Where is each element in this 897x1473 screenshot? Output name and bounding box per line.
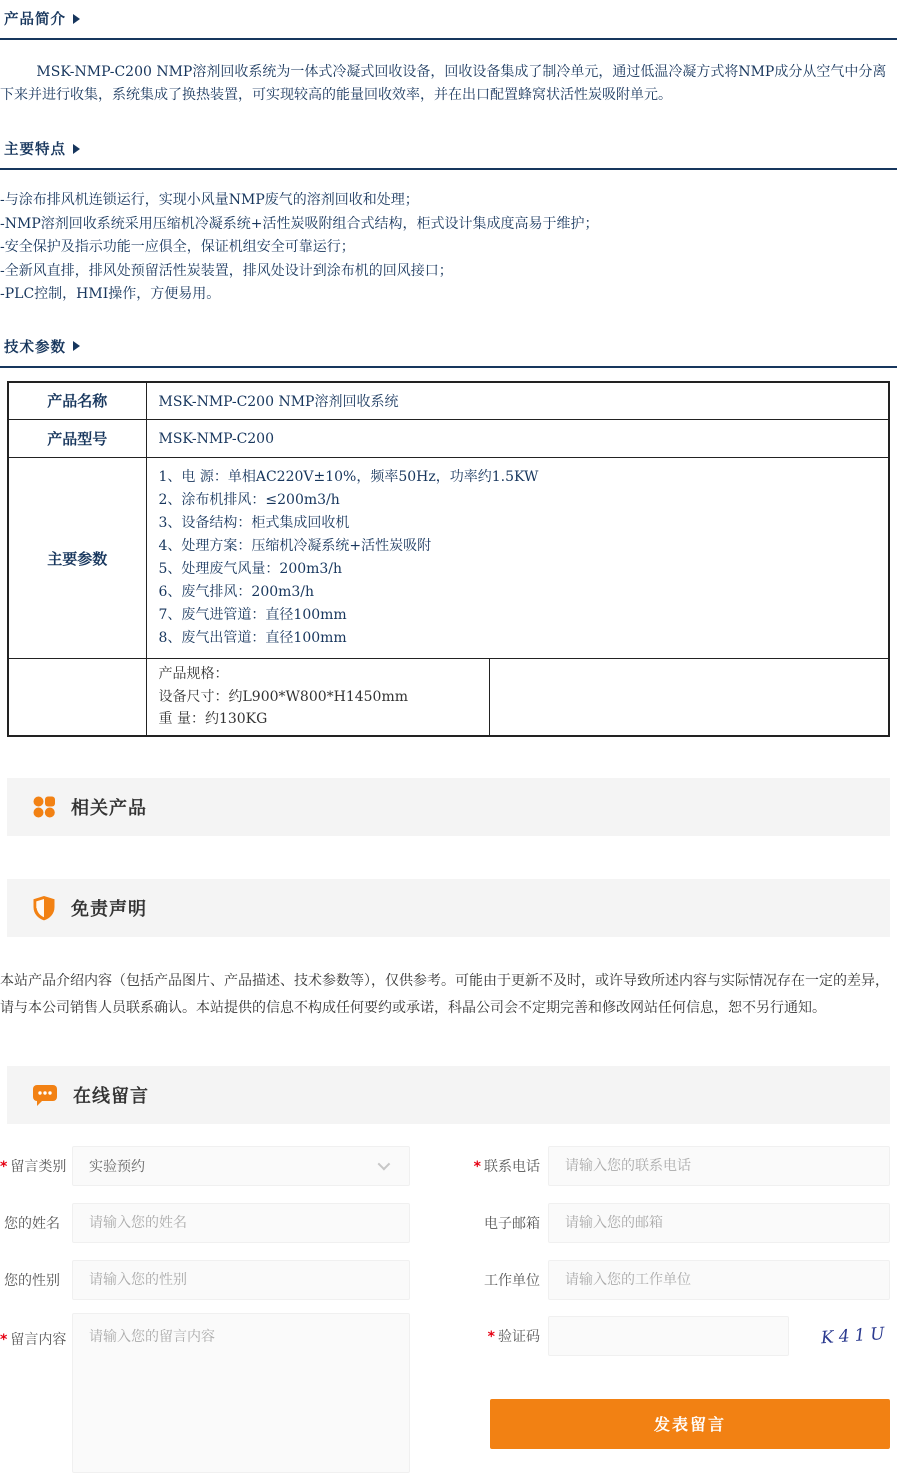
feature-item: -安全保护及指示功能一应俱全，保证机组安全可靠运行； bbox=[0, 239, 355, 255]
phone-input[interactable] bbox=[548, 1146, 890, 1186]
gender-input[interactable] bbox=[72, 1260, 410, 1300]
company-input[interactable] bbox=[548, 1260, 890, 1300]
feature-list bbox=[0, 189, 897, 307]
table-header-product-model: 产品型号 bbox=[8, 420, 146, 458]
specs-table bbox=[7, 381, 890, 737]
chevron-down-icon bbox=[378, 1158, 391, 1171]
spec-line: 设备尺寸：约L900*W800*H1450mm bbox=[158, 688, 409, 705]
captcha-input[interactable] bbox=[548, 1316, 789, 1356]
captcha-image[interactable]: K41U bbox=[820, 1323, 891, 1348]
param-line: 2、涂布机排风：≤200m3/h bbox=[158, 492, 340, 508]
required-asterisk: * bbox=[473, 1158, 481, 1175]
section-title-specs: 技术参数 bbox=[4, 339, 66, 356]
online-message-form bbox=[0, 1146, 897, 1473]
content-label: * 留言内容 bbox=[0, 1331, 67, 1348]
product-intro-paragraph: MSK-NMP-C200 NMP溶剂回收系统为一体式冷凝式回收设备，回收设备集成了制冷单元，通过低温冷凝方式将NMP成分从空气中分离下来并进行收集，系统集成了换热装置，可实现较高的能量回收效率，并在出口配置蜂窝状活性炭吸附单元。 bbox=[0, 64, 887, 103]
submit-message-button[interactable]: 发表留言 bbox=[490, 1399, 890, 1449]
captcha-label: * 验证码 bbox=[487, 1328, 540, 1345]
feature-item: -PLC控制，HMI操作，方便易用。 bbox=[0, 286, 221, 302]
related-products-banner bbox=[7, 778, 890, 836]
section-header-features bbox=[0, 138, 897, 170]
table-row-main-params bbox=[8, 458, 889, 659]
param-line: 3、设备结构：柜式集成回收机 bbox=[158, 515, 350, 531]
captcha-row bbox=[410, 1316, 890, 1356]
section-header-specs bbox=[0, 336, 897, 368]
table-header-main-params: 主要参数 bbox=[8, 458, 146, 659]
form-bottom-row bbox=[0, 1313, 897, 1473]
online-message-title: 在线留言 bbox=[73, 1085, 149, 1107]
section-title-features: 主要特点 bbox=[4, 142, 66, 158]
arrow-right-icon bbox=[73, 341, 80, 351]
param-line: 8、废气出管道：直径100mm bbox=[158, 630, 347, 646]
required-asterisk: * bbox=[0, 1158, 8, 1175]
table-value-product-size bbox=[146, 659, 489, 736]
online-message-banner bbox=[7, 1066, 890, 1124]
table-cell-empty bbox=[489, 659, 889, 736]
table-row-product-name bbox=[8, 382, 889, 420]
param-line: 5、处理废气风量：200m3/h bbox=[158, 561, 343, 577]
disclaimer-paragraph: 本站产品介绍内容（包括产品图片、产品描述、技术参数等），仅供参考。可能由于更新不及时，或许导致所述内容与实际情况存在一定的差异，请与本公司销售人员联系确认。本站提供的信息不构成任何要约或承诺，科晶公司会不定期完善和修改网站任何信息，恕不另行通知。 bbox=[0, 972, 889, 1016]
spec-line: 产品规格： bbox=[158, 666, 229, 682]
name-input[interactable] bbox=[72, 1203, 410, 1243]
four-dots-icon bbox=[32, 795, 56, 819]
email-label: 电子邮箱 bbox=[484, 1215, 540, 1232]
form-row bbox=[0, 1260, 897, 1300]
param-line: 1、电 源：单相AC220V±10%，频率50Hz，功率约1.5KW bbox=[158, 469, 539, 485]
arrow-right-icon bbox=[73, 144, 80, 154]
content-textarea[interactable] bbox=[72, 1313, 410, 1473]
form-row bbox=[0, 1146, 897, 1186]
table-value-product-model: MSK-NMP-C200 bbox=[146, 420, 889, 458]
feature-item: -全新风直排，排风处预留活性炭装置，排风处设计到涂布机的回风接口； bbox=[0, 262, 453, 279]
chat-bubble-icon bbox=[32, 1083, 58, 1107]
gender-label: 您的性别 bbox=[4, 1272, 60, 1289]
disclaimer-title: 免责声明 bbox=[71, 898, 147, 920]
disclaimer-banner bbox=[7, 879, 890, 937]
param-line: 6、废气排风：200m3/h bbox=[158, 584, 315, 600]
email-input[interactable] bbox=[548, 1203, 890, 1243]
param-line: 4、处理方案：压缩机冷凝系统+活性炭吸附 bbox=[158, 538, 432, 554]
phone-label: * 联系电话 bbox=[473, 1158, 540, 1175]
required-asterisk: * bbox=[487, 1328, 495, 1345]
table-value-main-params bbox=[146, 458, 889, 659]
category-select[interactable] bbox=[72, 1146, 410, 1186]
table-cell-empty bbox=[8, 659, 146, 736]
required-asterisk: * bbox=[0, 1331, 8, 1348]
form-row bbox=[0, 1203, 897, 1243]
size-lines bbox=[159, 663, 477, 731]
feature-item: -与涂布排风机连锁运行，实现小风量NMP废气的溶剂回收和处理； bbox=[0, 192, 419, 208]
table-row-product-size bbox=[8, 659, 889, 736]
param-line: 7、废气进管道：直径100mm bbox=[158, 607, 347, 623]
table-row-product-model bbox=[8, 420, 889, 458]
arrow-right-icon bbox=[73, 14, 80, 24]
section-header-product-intro bbox=[0, 8, 897, 40]
product-detail-page bbox=[0, 8, 897, 1434]
shield-icon bbox=[32, 895, 56, 921]
table-header-product-name: 产品名称 bbox=[8, 382, 146, 420]
related-products-title: 相关产品 bbox=[71, 797, 147, 819]
table-value-product-name: MSK-NMP-C200 NMP溶剂回收系统 bbox=[146, 382, 889, 420]
category-label: * 留言类别 bbox=[0, 1158, 67, 1175]
spec-line: 重 量：约130KG bbox=[158, 711, 268, 727]
category-selected-value: 实验预约 bbox=[89, 1158, 145, 1175]
company-label: 工作单位 bbox=[484, 1272, 540, 1289]
name-label: 您的姓名 bbox=[4, 1215, 60, 1232]
section-title-product-intro: 产品简介 bbox=[4, 12, 66, 28]
main-params-list bbox=[159, 466, 877, 650]
captcha-and-submit bbox=[410, 1313, 890, 1449]
feature-item: -NMP溶剂回收系统采用压缩机冷凝系统+活性炭吸附组合式结构，柜式设计集成度高易于维护； bbox=[0, 215, 599, 232]
